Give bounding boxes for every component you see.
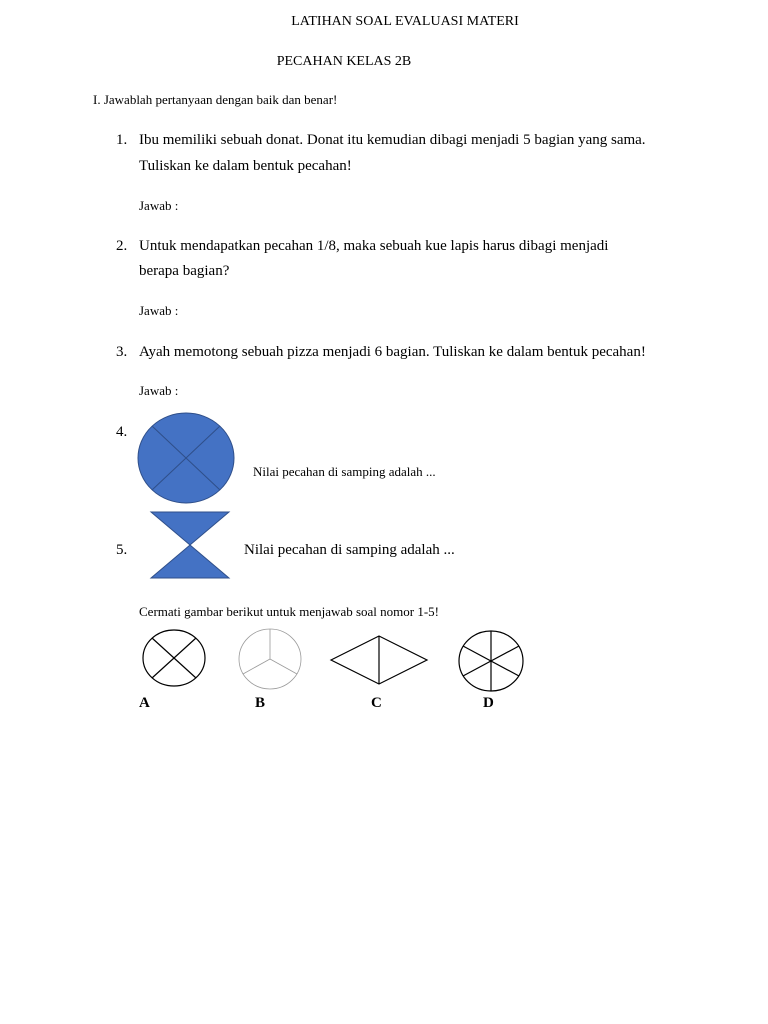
question-5-number: 5.: [116, 542, 128, 558]
page-title: LATIHAN SOAL EVALUASI MATERI: [291, 14, 519, 29]
figure-a-quartered-circle: [140, 627, 208, 689]
figure-b-divider-3: [270, 659, 297, 674]
section-instruction: I. Jawablah pertanyaan dengan baik dan benar!: [93, 92, 338, 107]
figure-c-label: C: [371, 695, 382, 711]
question-1-line2: Tuliskan ke dalam bentuk pecahan!: [139, 158, 352, 174]
figure-d-sixths-circle: [456, 628, 526, 694]
question-4-text: Nilai pecahan di samping adalah ...: [253, 464, 436, 479]
question-3-answer-label: Jawab :: [139, 383, 179, 398]
page-subtitle: PECAHAN KELAS 2B: [276, 54, 412, 69]
question-2-number: 2.: [116, 238, 128, 254]
question-1-line1: Ibu memiliki sebuah donat. Donat itu kemudian dibagi menjadi 5 bagian yang sama.: [139, 132, 646, 148]
bottom-triangle: [151, 545, 229, 578]
question-1-number: 1.: [116, 132, 128, 148]
top-triangle: [151, 512, 229, 545]
figure-a-label: A: [139, 695, 150, 711]
quartered-circle-figure: [136, 411, 237, 505]
figure-c-split-rhombus: [329, 634, 429, 686]
question-2-line2: berapa bagian?: [139, 263, 230, 279]
question-1-answer-label: Jawab :: [139, 198, 179, 213]
hourglass-figure: [149, 510, 231, 580]
figure-b-divider-2: [243, 659, 270, 674]
question-2-answer-label: Jawab :: [139, 303, 179, 318]
question-5-text: Nilai pecahan di samping adalah ...: [244, 542, 455, 558]
question-2-line1: Untuk mendapatkan pecahan 1/8, maka sebuah kue lapis harus dibagi menjadi: [139, 238, 609, 254]
figure-b-label: B: [255, 695, 266, 711]
figure-b-thirds-circle: [236, 627, 304, 691]
figure-d-label: D: [483, 695, 494, 711]
figures-instruction: Cermati gambar berikut untuk menjawab soal nomor 1-5!: [139, 604, 440, 619]
question-4-number: 4.: [116, 424, 128, 440]
question-3-line1: Ayah memotong sebuah pizza menjadi 6 bagian. Tuliskan ke dalam bentuk pecahan!: [139, 344, 646, 360]
question-3-number: 3.: [116, 344, 128, 360]
